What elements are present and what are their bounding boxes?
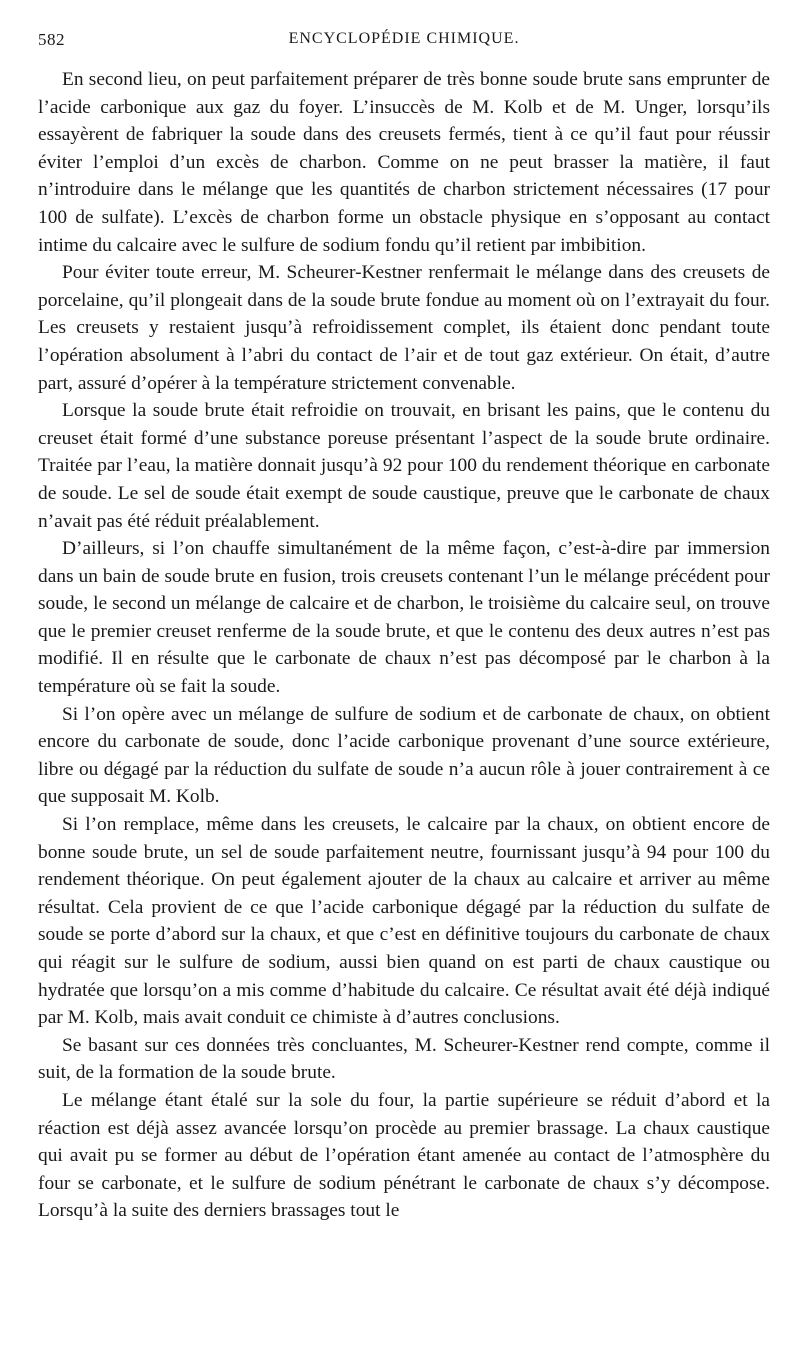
paragraph: D’ailleurs, si l’on chauffe simultanément de la même façon, c’est-à-dire par immersion dans un bain de soude brute en fusion, trois creusets contenant l’un le mélange précédent pour soude, le second un mélange de calcaire et de charbon, le troisième du calcaire seul, on trouve que le premier creuset renferme de la soude brute, et que le contenu des deux autres n’est pas modifié. Il en résulte que le carbonate de chaux n’est pas décomposé par le charbon à la température où se fait la soude. <box>38 538 770 698</box>
paragraph: Lorsque la soude brute était refroidie on trouvait, en brisant les pains, que le contenu du creuset était formé d’une substance poreuse présentant l’aspect de la soude brute ordinaire. Traitée par l’eau, la matière donnait jusqu’à 92 pour 100 du rendement théorique en carbonate de soude. Le sel de soude était exempt de soude caustique, preuve que le carbonate de chaux n’avait pas été réduit préalablement. <box>38 400 770 532</box>
paragraph: Pour éviter toute erreur, M. Scheurer-Kestner renfermait le mélange dans des creusets de porcelaine, qu’il plongeait dans de la soude brute fondue au moment où on l’extrayait du four. Les creusets y restaient jusqu’à refroidissement complet, ils étaient donc pendant toute l’opération absolument à l’abri du contact de l’air et de tout gaz extérieur. On était, d’autre part, assuré d’opérer à la température strictement convenable. <box>38 262 770 394</box>
paragraph: Le mélange étant étalé sur la sole du four, la partie supérieure se réduit d’abord et la réaction est déjà assez avancée lorsqu’on procède au premier brassage. La chaux caustique qui avait pu se former au début de l’opération étant amenée au contact de l’atmosphère du four se carbonate, et le sulfure de sodium pénétrant le carbonate de chaux s’y décompose. Lorsqu’à la suite des derniers brassages tout le <box>38 1089 770 1222</box>
paragraph: Si l’on opère avec un mélange de sulfure de sodium et de carbonate de chaux, on obtient encore du carbonate de soude, donc l’acide carbonique provenant d’une source extérieure, libre ou dégagé par la réduction du sulfate de soude n’a aucun rôle à jouer contrairement à ce que supposait M. Kolb. <box>38 703 770 808</box>
paragraph: En second lieu, on peut parfaitement préparer de très bonne soude brute sans emprunter de l’acide carbonique aux gaz du foyer. L’insuccès de M. Kolb et de M. Unger, lorsqu’ils essayèrent de fabriquer la soude dans des creusets fermés, tient à ce qu’il faut pour réussir éviter l’emploi d’un excès de charbon. Comme on ne peut brasser la matière, il faut n’introduire dans le mélange que les quantités de charbon strictement nécessaires (17 pour 100 de sulfate). L’excès de charbon forme un obstacle physique en s’opposant au contact intime du calcaire avec le sulfure de sodium fondu qu’il retient par imbibition. <box>38 69 770 256</box>
body-text <box>38 66 770 1225</box>
page-header <box>38 26 770 52</box>
document-page <box>38 26 770 1346</box>
paragraph: Se basant sur ces données très concluantes, M. Scheurer-Kestner rend compte, comme il suit, de la formation de la soude brute. <box>38 1034 770 1084</box>
page-number: 582 <box>38 30 65 49</box>
running-title: ENCYCLOPÉDIE CHIMIQUE. <box>288 30 520 47</box>
paragraph: Si l’on remplace, même dans les creusets, le calcaire par la chaux, on obtient encore de bonne soude brute, un sel de soude parfaitement neutre, fournissant jusqu’à 94 pour 100 du rendement théorique. On peut également ajouter de la chaux au calcaire et arriver au même résultat. Cela provient de ce que l’acide carbonique dégagé par la réduction du sulfate de soude se porte d’abord sur la chaux, et que c’est en définitive toujours du carbonate de chaux qui réagit sur le sulfure de sodium, aussi bien quand on est parti de chaux caustique ou hydratée que lorsqu’on a mis comme d’habitude du calcaire. Ce résultat avait été déjà indiqué par M. Kolb, mais avait conduit ce chimiste à d’autres conclusions. <box>38 814 770 1029</box>
